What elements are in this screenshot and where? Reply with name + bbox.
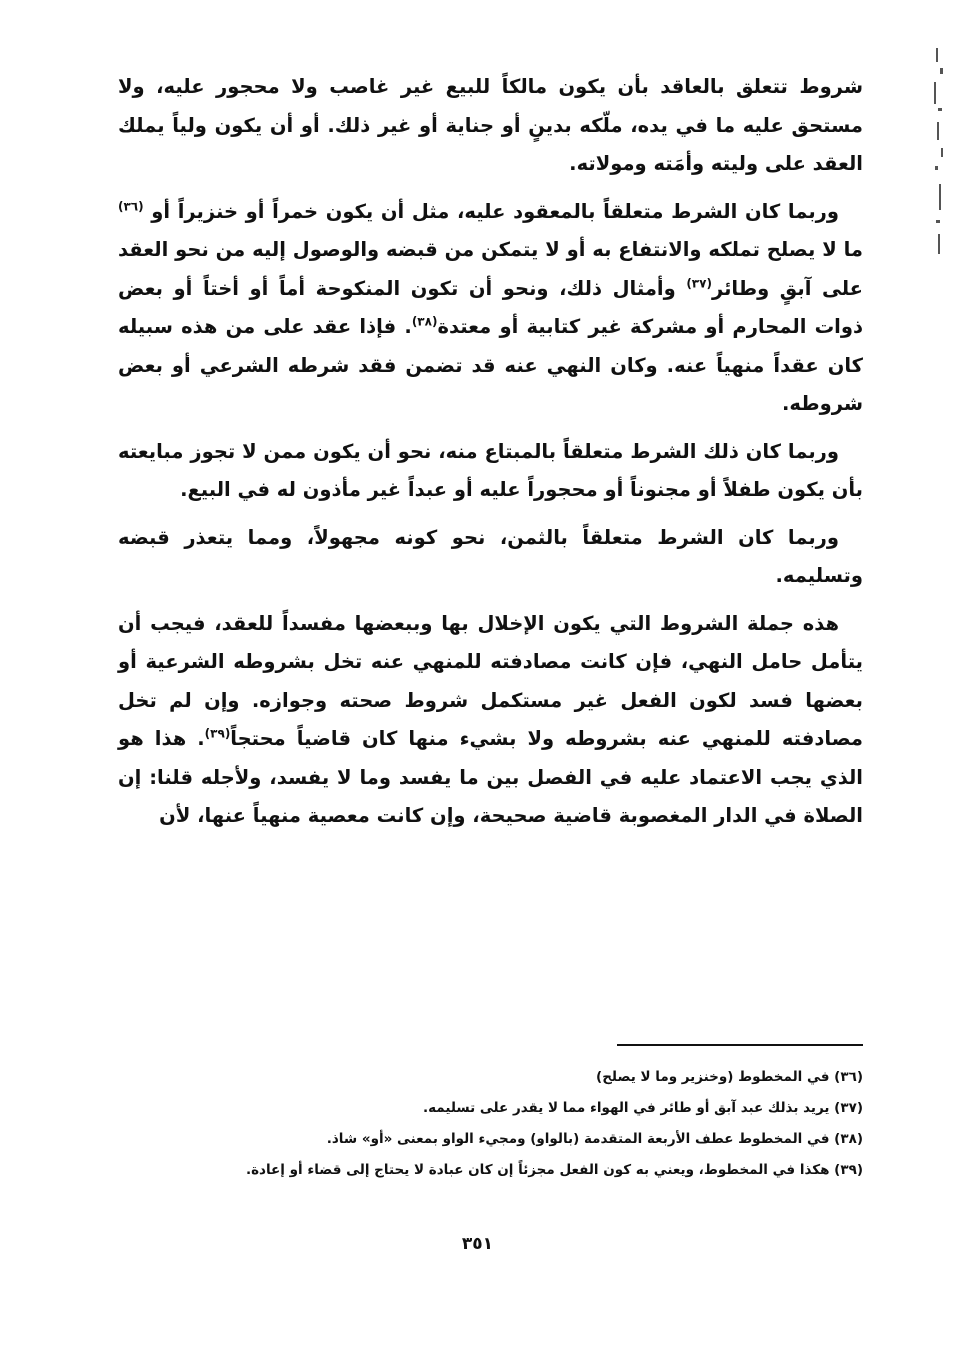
paragraph-5-text-b: . هذا هو الذي يجب الاعتماد عليه في الفصل بين ما يفسد وما لا يفسد، ولأجله قلنا: إن الصلاة في الدار المغصوبة قاضية صحيحة، وإن كانت معصية منهياً عنها، لأن (118, 727, 863, 827)
paragraph-2-text-d: . فإذا عقد على من هذه سبيله كان عقداً منهياً عنه. وكان النهي عنه قد تضمن فقد شرطه الشرعي أو بعض شروطه. (118, 315, 863, 415)
paragraph-4-text: وربما كان الشرط متعلقاً بالثمن، نحو كونه مجهولاً، ومما يتعذر قبضه وتسليمه. (118, 525, 863, 587)
note-ref-38: (٣٨) (411, 314, 438, 329)
footnotes (118, 1062, 863, 1186)
paragraph-1-text: شروط تتعلق بالعاقد بأن يكون مالكاً للبيع غير غاصب ولا محجور عليه، ولا مستحق عليه ما في يده، ملّكه بدينٍ أو جناية أو غير ذلك. أو أن يكون ولياً يملك العقد على وليته وأمَته ومولاته. (118, 75, 863, 175)
note-ref-37: (٣٧) (686, 276, 712, 290)
paragraph-2-text-c: وأمثال ذلك، ونحو أن تكون المنكوحة أماً أو أختاً أو بعض ذوات المحارم أو مشركة غير كتابية أو معتدة (118, 276, 863, 338)
paragraph-1 (118, 68, 863, 184)
scan-margin-artifact (928, 38, 950, 270)
note-ref-39: (٣٩) (204, 726, 231, 741)
paragraph-3 (118, 433, 863, 510)
footnote-36: (٣٦) في المخطوط (وخنزير وما لا يصلح) (596, 1069, 863, 1085)
page-number: ٣٥١ (461, 1234, 494, 1254)
paragraph-4 (118, 519, 863, 596)
paragraph-3-text: وربما كان ذلك الشرط متعلقاً بالمبتاع منه، نحو أن يكون ممن لا تجوز مبايعته بأن يكون طفلاً أو مجنوناً أو محجوراً عليه أو عبداً غير مأذون له في البيع. (118, 439, 863, 501)
paragraph-5-text-a: هذه جملة الشروط التي يكون الإخلال بها وببعضها مفسداً للعقد، فيجب أن يتأمل حامل النهي، فإن كانت مصادفته للمنهي عنه تخل بشروطه الشرعية أو بعضها فسد لكون الفعل غير مستكمل شروط صحته وجوازه. وإن لم تخل مصادفته للمنهي عنه بشروطه ولا بشيء منها كان قاضياً محتجاً (118, 611, 863, 750)
paragraph-5 (118, 605, 863, 836)
footnote-37: (٣٧) يريد بذلك عبد آبق أو طائر في الهواء مما لا يقدر على تسليمه. (422, 1100, 863, 1116)
paragraph-2-text-b: ما لا يصلح تملكه والانتفاع به أو لا يتمكن من قبضه والوصول إليه من نحو العقد على آبقٍ وطائر (118, 238, 863, 300)
note-ref-36: (٣٦) (118, 199, 144, 213)
footnote-38: (٣٨) في المخطوط عطف الأربعة المتقدمة (بالواو) ومجيء الواو بمعنى «أو» شاذ. (326, 1131, 863, 1147)
body-text (118, 68, 863, 845)
footnote-39: (٣٩) هكذا في المخطوط، ويعني به كون الفعل مجزئاً إن كان عبادة لا يحتاج إلى قضاء أو إعادة. (245, 1162, 863, 1178)
paragraph-2-text-a: وربما كان الشرط متعلقاً بالمعقود عليه، مثل أن يكون خمراً أو خنزيراً أو (151, 199, 839, 223)
footnote-divider (617, 1044, 863, 1046)
paragraph-2 (118, 193, 863, 424)
